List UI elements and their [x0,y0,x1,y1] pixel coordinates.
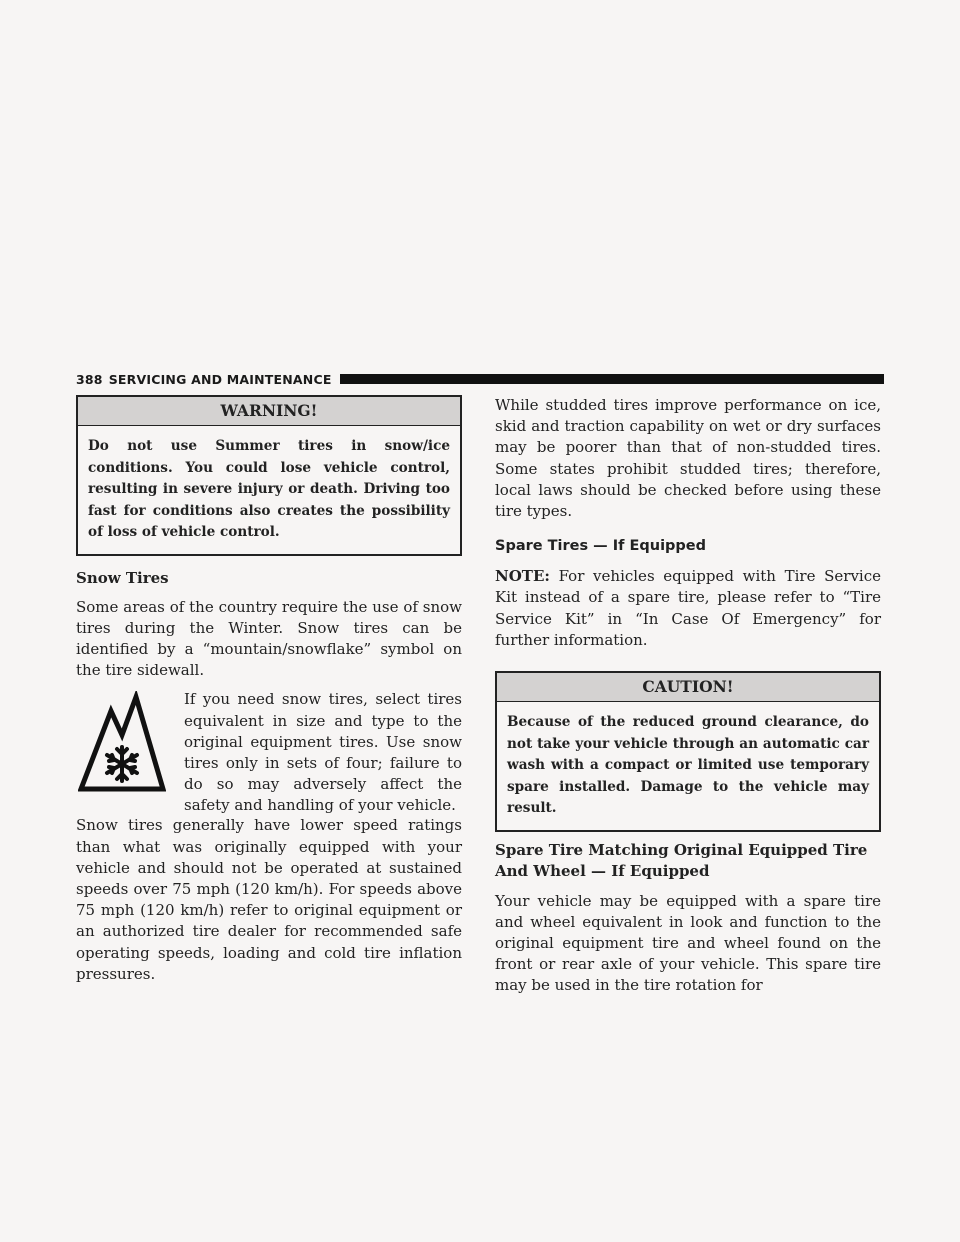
caution-box [495,671,881,832]
page-number: 388 [76,371,103,387]
spare-tires-note [495,566,881,651]
snow-tires-heading: Snow Tires [76,568,169,587]
warning-body: Do not use Summer tires in snow/ice conditions. You could lose vehicle control, resulting in severe injury or death. Driving too fast for conditions also creates the possibility of loss of vehicle control. [88,438,450,540]
matching-spare-heading: Spare Tire Matching Original Equipped Tire And Wheel — If Equipped [495,840,868,880]
section-title: SERVICING AND MAINTENANCE [108,371,332,387]
snow-tires-speed: Snow tires generally have lower speed ratings than what was originally equipped with your vehicle and should not be operated at sustained speeds over 75 mph (120 km/h). For speeds above 75 mph (120 km/h) refer to original equipment or an authorized tire dealer for recommended safe operating speeds, loading and cold tire inflation pressures. [76,816,462,983]
note-label: NOTE: [495,567,550,586]
snow-symbol-block [76,689,462,815]
warning-title: WARNING! [78,397,460,426]
note-text: For vehicles equipped with Tire Service Kit instead of a spare tire, please refer to “Tire Service Kit” in “In Case Of Emergency” for further information. [495,567,881,649]
studded-tires-text: While studded tires improve performance on ice, skid and traction capability on wet or dry surfaces may be poorer than that of non-studded tires. Some states prohibit studded tires; therefore, local laws should be checked before using these tire types. [495,396,881,521]
header-rule [340,374,884,384]
mountain-snowflake-icon [78,691,166,793]
caution-title: CAUTION! [497,673,879,702]
matching-spare-text: Your vehicle may be equipped with a spare tire and wheel equivalent in look and function to the original equipment tire and wheel found on the front or rear axle of your vehicle. This spare tire may be used in the tire rotation for [495,891,881,995]
snow-tires-intro: Some areas of the country require the use of snow tires during the Winter. Snow tires can be identified by a “mountain/snowflake” symbol on the tire sidewall. [76,597,462,680]
right-column [495,395,881,997]
page-header [76,370,884,388]
caution-body: Because of the reduced ground clearance, do not take your vehicle through an automatic car wash with a compact or limited use temporary spare installed. Damage to the vehicle may result. [507,714,869,817]
spare-tires-heading: Spare Tires — If Equipped [495,538,707,555]
left-column [76,395,462,985]
snow-tires-selection: If you need snow tires, select tires equivalent in size and type to the original equipment tires. Use snow tires only in sets of four; failure to do so may adversely affect the safety and handling of your vehicle. [184,690,462,815]
warning-box [76,395,462,556]
